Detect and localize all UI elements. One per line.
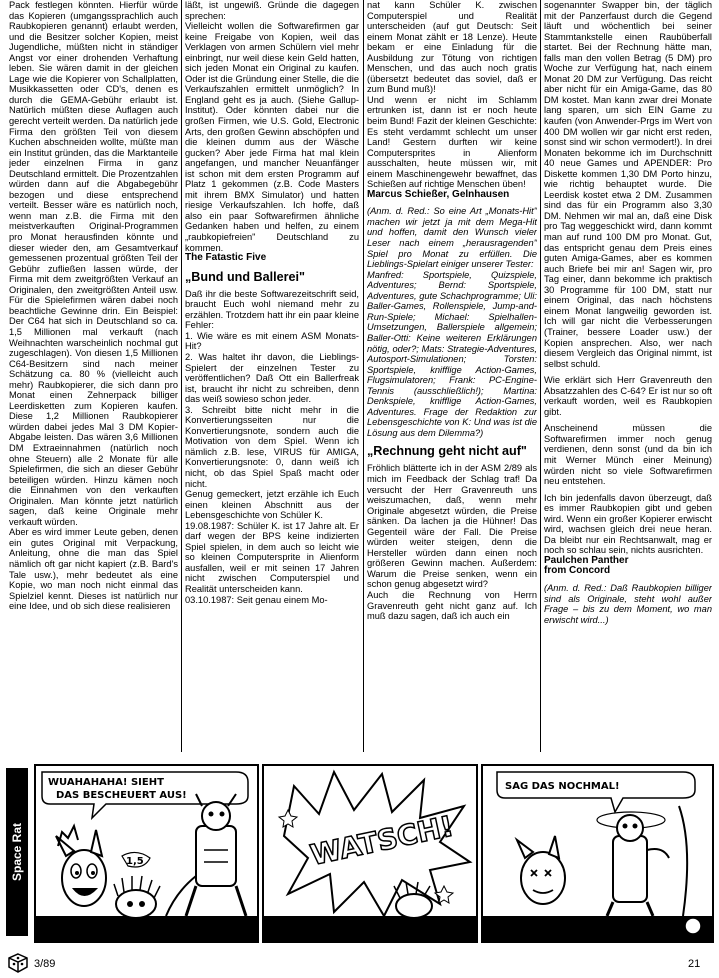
editor-note: (Anm. d. Red.: Daß Raubkopien billiger sind als Originale, steht wohl außer Frage – bis zu dem Moment, wo man erwischt wird...) <box>544 582 712 625</box>
page-number: 21 <box>688 958 701 970</box>
paragraph: 03.10.1987: Seit genau einem Mo- <box>185 594 328 605</box>
paragraph: Genug gemeckert, jetzt erzähle ich Euch einen kleinen Abschnitt aus der Lebensgeschichte von Schüler K. <box>185 489 359 521</box>
editor-note: (Anm. d. Red.: So eine Art „Monats-Hit" machen wir jetzt ja mit dem Mega-Hit und hoffen, damit den Wunsch vieler Leser nach einem „herausragenden" Spiel pro Monat zu erfüllen. Die Lieblings-Spielart einiger unserer Tester: <box>367 206 537 270</box>
paragraph: Pack festlegen könnten. Hierfür würde das Kopieren (umgangssprachlich auch Raubkopieren genannt) erlaubt werden, und die Besitzer solcher Kopien, meist Jugendliche, müßten nicht in ständiger Angst vor einer drohenden Verhaftung leben. Sie wären damit in der gleichen Lage wie die Kopierer von Schallplatten, Musikkassetten oder CD's, denen es durch die GEMA-Gebühr erlaubt ist. Natürlich müßten diese Auflagen auch gerecht verteilt werden. Da natürlich jede Firma den größten Teil von diesem Kuchen abschneiden wollte, müßte man ein Institut gründen, das die Marktanteile jeder einzelnen Firma in ganz Deutschland ermittelt. Die Prozentzahlen würden dann auf die Abgabegebühr bezogen und diese entsprechend verteilt. Besser wäre es natürlich noch, wenn man z.B. die Firma mit den meistverkauften Original-Programmen pro Monat herausfinden könnte und dieser wieder den, am Gesamtverkauf gemessenen prozentual größten Teil der Gebühr zufließen lassen würde, der Firma mit dem zweitgrößten Verkauf an Originalen, den zweitgrößten Anteil usw. Für die Spielefirmen wären dabei noch beachtliche Gewinne drin. Ein Beispiel: Der C64 hat sich in Deutschland so ca. 1,5 Millionen mal verkauft (nach Weihnachten warscheinlich nochmal gut zugeschlagen). Von diesen 1,5 Millionen C64-Besitzern sind nach meiner Schätzung ca. 80 % (vielleicht auch mehr) Raubkopierer, die sich dann pro Monat einen Zehnerpack billiger Leerdisketten zum Kopieren kaufen. Diese 1,2 Millionen Raubkopierer würden dabei jedes Mal 3 DM Kopier-Abgabe leisten. Das wären 3,6 Millionen DM Extraeinnahmen (natürlich noch ohne Steuern) alle 2 Monate für alle Spielefirmen, die sich an dieser Gebühr beteiligen würden. Hinzu kämen noch die Einnahmen von den verkauften Originalen. Man könnte jetzt natürlich sagen, daß keine Originale mehr verkauft würden. <box>9 0 178 527</box>
speech-bubble-line-2: DAS BESCHEUERT AUS! <box>56 790 187 801</box>
comic-strip-title: Space Rat <box>10 822 24 882</box>
letter-heading: „Bund und Ballerei" <box>185 269 306 284</box>
issue-number: 3/89 <box>34 958 56 970</box>
paragraph: Und wenn er nicht im Schlamm ertrunken ist, dann ist er noch heute beim Bund! Fazit der kleinen Geschichte: Es steht verdammt schlecht um unser Land! Gestern durften wir keine Computersprites in Alienform ausschalten, heute müssen wir, mit einem Maschinengewehr bewaffnet, das Schießen auf richtige Menschen üben! <box>367 94 537 190</box>
letter-column-4 <box>544 0 712 758</box>
comic-panel-3 <box>481 764 714 943</box>
speech-bubble-text: SAG DAS NOCHMAL! <box>505 781 620 792</box>
sound-label: 1,5 <box>126 856 144 867</box>
letter-signature: Paulchen Panther <box>544 554 629 566</box>
paragraph: 3. Schreibt bitte nicht mehr in die Konvertierungsseiten nur die Konvertierungsnote, sondern auch die Motivation von dem Spiel. Wenn ich nämlich z.B. lese, VIRUS für AMIGA, Konvertierungsnote: 0, dann weiß ich nicht, ob das Spiel Spaß macht oder nicht. <box>185 404 359 489</box>
sound-effect-text: WATSCH! <box>307 809 457 872</box>
paragraph: Aber es wird immer Leute geben, denen ein gutes Original mit Verpackung, Anleitung, ohne die man das Spiel nämlich oft gar nicht kapiert (z.B. Bard's Tale usw.), mehr bedeutet als eine Kopie, wo man noch nicht einmal das Spielziel kennt. Dieses ist natürlich nur eine Idee, und ob sich diese realisieren <box>9 527 178 612</box>
paragraph: Anscheinend müssen die Softwarefirmen immer noch genug verdienen, denn sonst (und da bin ich mit Werner Münch einer Meinung) würden nicht so viele Softwarefirmen neu entstehen. <box>544 423 712 487</box>
paragraph: Ich bin jedenfalls davon überzeugt, daß es immer Raubkopien gibt und geben wird. Wenn ein großer Kopierer erwischt wird, wachsen gleich drei neue heran. Da bleibt nur ein Rechtsanwalt, mag er noch so schlau sein, nichts ausrichten. <box>544 492 712 556</box>
paragraph: Vielleicht wollen die Softwarefirmen gar keine Freigabe von Kopien, weil das Verklagen von armen Schülern viel mehr einbringt, nur weil diese kein Geld hatten, sich jeden Monat ein Original zu kaufen. Oder ist die Gründung einer Stelle, die die Verkaufszahlen ermittelt unmöglich? In England geht es ja auch. (Siehe Gallup-Institut). Oder könnten dabei nur die großen Firmen, wie U.S. Gold, Electronic Arts, den großen Gewinn abschöpfen und die kleinen dumm aus der Wäsche gucken? Aber jede Firma hat mal klein angefangen, und mancher Neuanfänger ist schon mit dem ersten Programm auf Platz 1 gekommen (z.B. Code Masters mit ihrem BMX Simulator) und hatten riesige Verkaufszahlen. Ich hoffe, daß also ein paar Softwarefirmen ähnliche Gedanken haben und helfen, zu einem „raubkopiefreien" Deutschland zu kommen. <box>185 21 359 253</box>
paragraph: läßt, ist ungewiß. Gründe die dagegen sprechen: <box>185 0 359 21</box>
letter-signature: The Fatastic Five <box>185 252 267 264</box>
comic-panel-1 <box>34 764 259 943</box>
dice-logo-icon <box>8 953 28 973</box>
column-divider <box>540 0 541 752</box>
comic-panel-2 <box>262 764 478 943</box>
paragraph: Daß ihr die beste Softwarezeitschrift seid, braucht Euch wohl niemand mehr zu erzählen. Trotzdem hatt ihr ein paar kleine Fehler: <box>185 288 359 331</box>
paragraph: 19.08.1987: Schüler K. ist 17 Jahre alt. Er darf wegen der BPS keine indizierten Spiel spielen, in dem auch so leicht wie so kleinen Computersprite in Alienform ausfallen, weil er mit seinen 17 Jahren nicht zwischen Computerspiel und Realität unterscheiden kann. <box>185 520 359 594</box>
paragraph: 2. Was haltet ihr davon, die Lieblings-Spielert der einzelnen Tester zu veröffentlichen? Daß Ott ein Ballerfreak ist, braucht ihr nicht zu schreiben, denn das weiß sowieso schon jeder. <box>185 351 359 405</box>
speech-bubble-line-1: WUAHAHAHA! SIEHT <box>48 777 164 788</box>
comic-panel-3-drawing <box>483 766 712 941</box>
paragraph: sogenannter Swapper bin, der täglich mit der Panzerfaust durch die Gegend läuft und wöchentlich bei seiner Stammtankstelle einen Raubüberfall startet. Bei der Rechnung hätte man, falls man den vollen Betrag (5 DM) pro Woche zur Verfügung hat, nach einem Monat 20 DM zur Verfügung. Das reicht aber nicht für ein Amiga-Game, das 80 DM kostet. Man kann zwar drei Monate lang sparen, um sich EIN Game zu kaufen (von Anwender-Prgs im Wert von 400 DM wollen wir gar nicht erst reden, sonst sind wir schon vermodert!). In drei Monaten bekomme ich im Durchschnitt 40 neue Games und APENDER: Pro Diskette kommen 1,30 DM Porto hinzu, wie richtig behauptet wurde. Die Leerdisk kostet etwa 2 DM. Zusammen sind das für ein Programm also 3,30 DM. Nehmen wir mal an, daß eine Disk pro Tag weggeschickt wird, dann kommt man auf rund 100 DM pro Monat. Gut, das entspricht genau dem Preis eines guten Amiga-Games, aber es kommen auch Briefe bei mir an! Sagen wir, pro Tag einer, dann bekomme ich praktisch 30 Programme für 100 DM, statt nur einem Original, das nach höchstens einem Monat langweilig geworden ist. Ich will gar nicht die Verbesserungen (Trainer, bessere Loader usw.) der Kopien ansprechen. Also, wer nach diesem Vergleich das Original nimmt, ist selbst schuld. <box>544 0 712 369</box>
paragraph: Wie erklärt sich Herr Gravenreuth den Absatzzahlen des C-64? Er ist nur so oft verkauft worden, weil es Raubkopien gibt. <box>544 375 712 417</box>
column-divider <box>363 0 364 752</box>
comic-panel-2-drawing <box>264 766 476 941</box>
letter-signature: from Concord <box>544 565 611 577</box>
letter-heading: „Rechnung geht nicht auf" <box>367 444 527 459</box>
paragraph: nat kann Schüler K. zwischen Computerspiel und Realität unterscheiden (auf gut Deutsch: Seit einem Monat zählt er 18 Lenze). Heute bekam er eine Einladung für die Ausbildung zur Tötung von richtigen Menschen, und das auch noch gratis (übersetzt bedeutet das soviel, daß er zum Bund muß)! <box>367 0 537 95</box>
comic-panel-1-drawing <box>36 766 257 941</box>
letter-column-2 <box>185 0 359 752</box>
letter-signature: Marcus Schießer, Gelnhausen <box>367 188 510 200</box>
column-divider <box>181 0 182 752</box>
letter-column-1 <box>9 0 178 758</box>
paragraph: Auch die Rechnung von Herrn Gravenreuth geht nicht ganz auf. Ich muß dazu sagen, daß ich auch ein <box>367 589 537 622</box>
letter-column-3 <box>367 0 537 752</box>
editor-note: Manfred: Sportspiele, Quizspiele, Adventures; Bernd: Sportspiele, Adventures, gute Schachprogramme; Uli: Baller-Games, Rollenspiele, Jump-and-Run-Spiele; Michael: Spielhallen-Umsetzungen, Ballerspiele allgemein; Baller-Otti: Keine weiteren Erklärungen nötig, oder?; Mats: Strategie-Adventures, Autosport-Simulationen; Torsten: Sportspiele, knifflige Action-Games, Flugsimulatoren; Frank: PC-Engine-Tennis (ausschließlich!); Martina: Denkspiele, knifflige Action-Games, Adventures. Frage der Redaktion zur Lebensgeschichte von K: Und was ist die Lösung aus dem Dilemma?) <box>367 269 537 438</box>
paragraph: 1. Wie wäre es mit einem ASM Monats-Hit? <box>185 330 359 352</box>
comic-strip-label <box>6 768 28 936</box>
paragraph: Fröhlich blätterte ich in der ASM 2/89 als mich im Feedback der Schlag traf! Da versucht der Herr Gravenreuth uns weiszumachen, daß, wenn mehr Originale abgesetzt würden, die Preise sänken. Da lachen ja die Hühner! Das Gegenteil wäre der Fall. Die Preise würden weiter steigen, denn die Hersteller würden dann einen noch größeren Gewinn machen. Außerdem: Warum die Preise senken, wenn ein schon genug abgesetzt wird? <box>367 463 537 590</box>
